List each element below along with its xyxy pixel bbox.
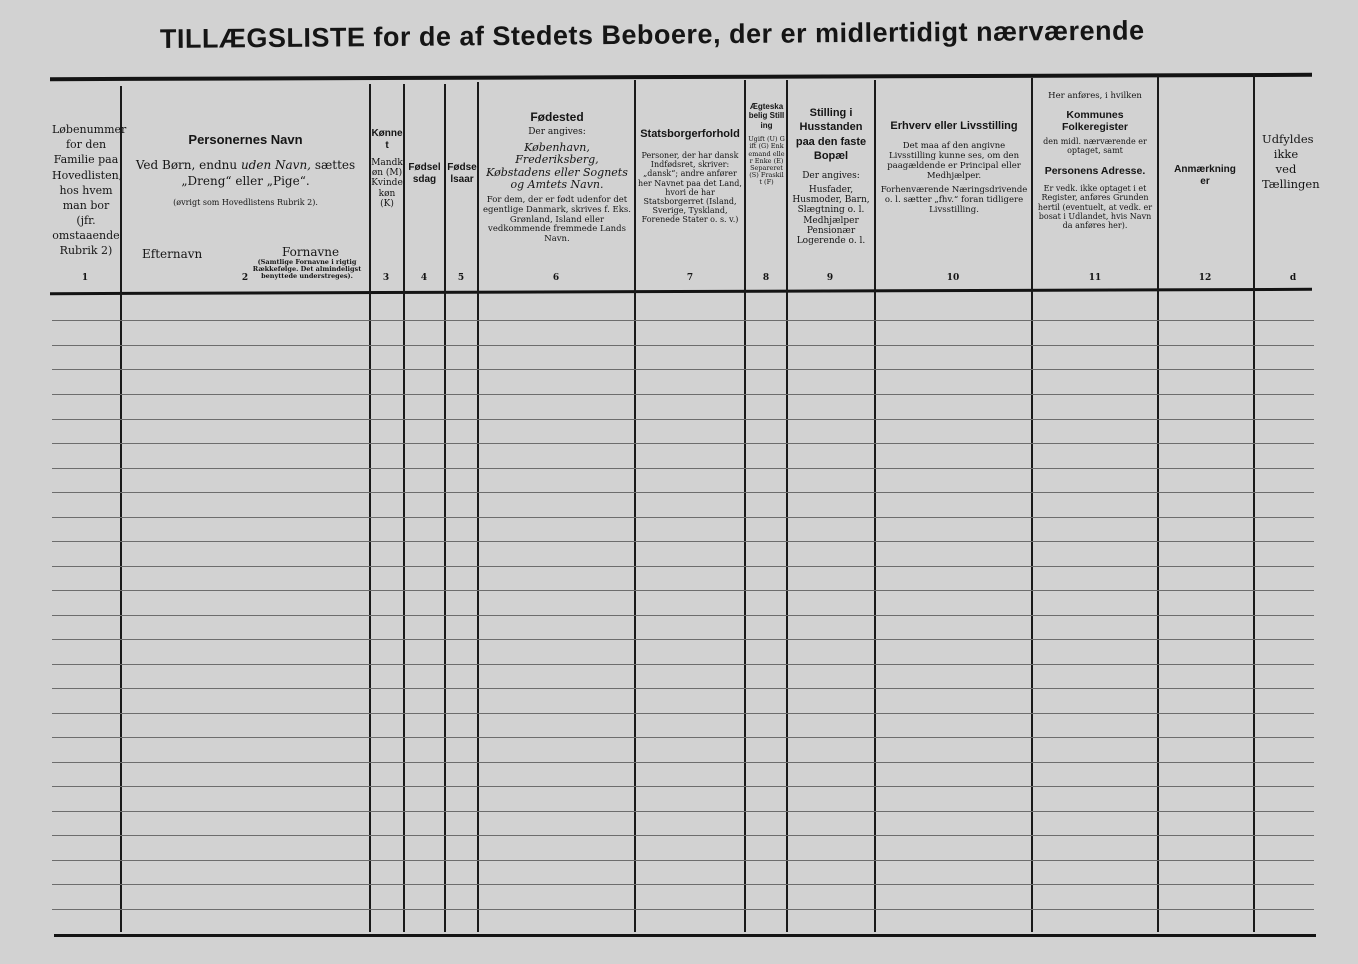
col-1-text: Løbenummer for den Familie paa Hovedlisten, hos hvem man bor (jfr. omstaaende Rubrik 2) (52, 123, 127, 258)
column-divider (744, 80, 746, 932)
row-rule (52, 345, 1314, 346)
header-col-7 (636, 128, 744, 224)
col-7-number: 7 (686, 273, 694, 283)
row-rule (52, 492, 1314, 493)
col-6-line2: For dem, der er født udenfor det egentlige Danmark, skrives f. Eks. Grønland, Island eller vedkommende fremmede Lands Navn. (483, 195, 631, 245)
row-rule (52, 762, 1314, 763)
col-2-number: 2 (241, 273, 249, 283)
col-d-heading: Udfyldes ikke ved Tællingen (1262, 132, 1320, 191)
row-rule (52, 835, 1314, 836)
col-2-note-a: Ved Børn, endnu (135, 158, 238, 173)
column-divider (120, 86, 122, 932)
header-col-3 (371, 128, 403, 209)
row-rule (52, 884, 1314, 885)
row-rule (52, 566, 1314, 567)
col-10-heading: Erhverv eller Livsstilling (890, 120, 1018, 132)
col-11-mid: den midl. nærværende er optaget, samt (1043, 136, 1147, 155)
header-bottom-rule (50, 288, 1312, 295)
col-9-number: 9 (826, 273, 834, 283)
col-11-pre: Her anføres, i hvilken (1048, 91, 1142, 101)
row-rule (52, 811, 1314, 812)
column-divider (403, 84, 405, 932)
col-2-firstname: Fornavne (282, 245, 340, 259)
row-rule (52, 664, 1314, 665)
col-d-number: d (1289, 273, 1297, 283)
col-3-number: 3 (382, 273, 390, 283)
row-rule (52, 541, 1314, 542)
col-4-number: 4 (420, 273, 428, 283)
col-5-heading: Fødselsaar (447, 162, 477, 185)
col-3-body: Mandkøn (M) Kvindekøn (K) (371, 157, 403, 209)
col-11-heading: Kommunes Folkeregister (1062, 108, 1128, 134)
col-11-number: 11 (1088, 273, 1102, 283)
header-col-4 (406, 162, 443, 186)
header-col-10 (880, 118, 1028, 216)
col-12-number: 12 (1198, 273, 1212, 283)
header-col-6 (482, 110, 632, 245)
row-rule (52, 320, 1314, 321)
col-8-body: Ugift (U) Gift (G) Enkemand eller Enke (E) Separeret (S) Fraskilt (F) (748, 135, 785, 187)
col-6-sub: Der angives: (528, 127, 586, 138)
column-divider (444, 84, 446, 932)
row-rule (52, 517, 1314, 518)
bottom-rule (54, 934, 1316, 937)
row-rule (52, 713, 1314, 714)
col-3-heading: Kønnet (371, 128, 403, 151)
header-col-1 (52, 122, 127, 259)
column-divider (477, 82, 479, 932)
row-rule (52, 419, 1314, 420)
col-10-body2: Forhenværende Næringsdrivende o. l. sætter „fhv.“ foran tidligere Livsstilling. (880, 185, 1028, 215)
col-2-firstname-note: (Samtlige Fornavne i rigtig Rækkefølge. Det almindeligst benyttede understreges). (252, 258, 362, 281)
row-rule (52, 468, 1314, 469)
row-rule (52, 394, 1314, 395)
row-rule (52, 615, 1314, 616)
form-title: TILLÆGSLISTE for de af Stedets Beboere, der er midlertidigt nærværende (159, 15, 1145, 54)
col-2-note-c: sættes „Dreng“ eller „Pige“. (181, 158, 356, 188)
row-rule (52, 786, 1314, 787)
row-rule (52, 909, 1314, 910)
col-6-line1: København, Frederiksberg, Købstadens eller Sognets og Amtets Navn. (486, 140, 628, 192)
col-10-body1: Det maa af den angivne Livsstilling kunne ses, om den paagældende er Principal eller Medhjælper. (887, 141, 1021, 181)
column-divider (1253, 74, 1255, 932)
col-11-body: Er vedk. ikke optaget i et Register, anføres Grunden hertil (eventuelt, at vedk. er bosat i Udlandet, hvis Navn da anføres her). (1037, 184, 1153, 231)
header-col-5 (447, 162, 477, 186)
column-divider (1157, 76, 1159, 932)
row-rule (52, 688, 1314, 689)
top-rule (50, 73, 1312, 81)
col-10-number: 10 (946, 273, 960, 283)
row-rule (52, 369, 1314, 370)
col-5-number: 5 (457, 273, 465, 283)
column-divider (786, 80, 788, 932)
col-8-number: 8 (762, 273, 770, 283)
col-6-heading: Fødested (530, 110, 584, 124)
col-11-heading2: Personens Adresse. (1044, 164, 1146, 177)
row-rule (52, 737, 1314, 738)
col-7-body: Personer, der har dansk Indfødsret, skriver: „dansk“; andre anfører her Navnet paa det Land, hvori de har Statsborgerret (Island, Sverige, Tyskland, Forenede Stater o. s. v.) (638, 150, 742, 225)
col-1-number: 1 (81, 273, 89, 283)
col-9-heading: Stilling i Husstanden paa den faste Bopæl (795, 107, 867, 162)
col-4-heading: Fødselsdag (408, 162, 441, 185)
col-6-number: 6 (552, 273, 560, 283)
col-9-sub: Der angives: (802, 171, 860, 182)
col-2-ref: (øvrigt som Hovedlistens Rubrik 2). (173, 197, 318, 207)
header-col-9 (789, 106, 873, 247)
col-12-heading: Anmærkninger (1174, 164, 1236, 187)
col-8-heading: Ægteskabelig Stilling (748, 102, 785, 130)
col-7-heading: Statsborgerforhold (640, 128, 740, 140)
row-rule (52, 590, 1314, 591)
header-col-8 (748, 102, 785, 186)
row-rule (52, 443, 1314, 444)
row-rule (52, 860, 1314, 861)
header-col-2 (124, 132, 367, 207)
header-col-11 (1035, 92, 1155, 230)
column-divider (369, 84, 371, 932)
col-9-body: Husfader, Husmoder, Barn, Slægtning o. l. Medhjælper Pensionær Logerende o. l. (792, 184, 870, 247)
header-col-12 (1172, 164, 1238, 188)
column-divider (1031, 78, 1033, 932)
col-2-surname: Efternavn (142, 247, 203, 261)
column-divider (874, 80, 876, 932)
col-2-note-b: uden Navn, (240, 158, 311, 173)
col-2-heading: Personernes Navn (188, 132, 303, 147)
header-col-d (1262, 132, 1320, 192)
row-rule (52, 639, 1314, 640)
